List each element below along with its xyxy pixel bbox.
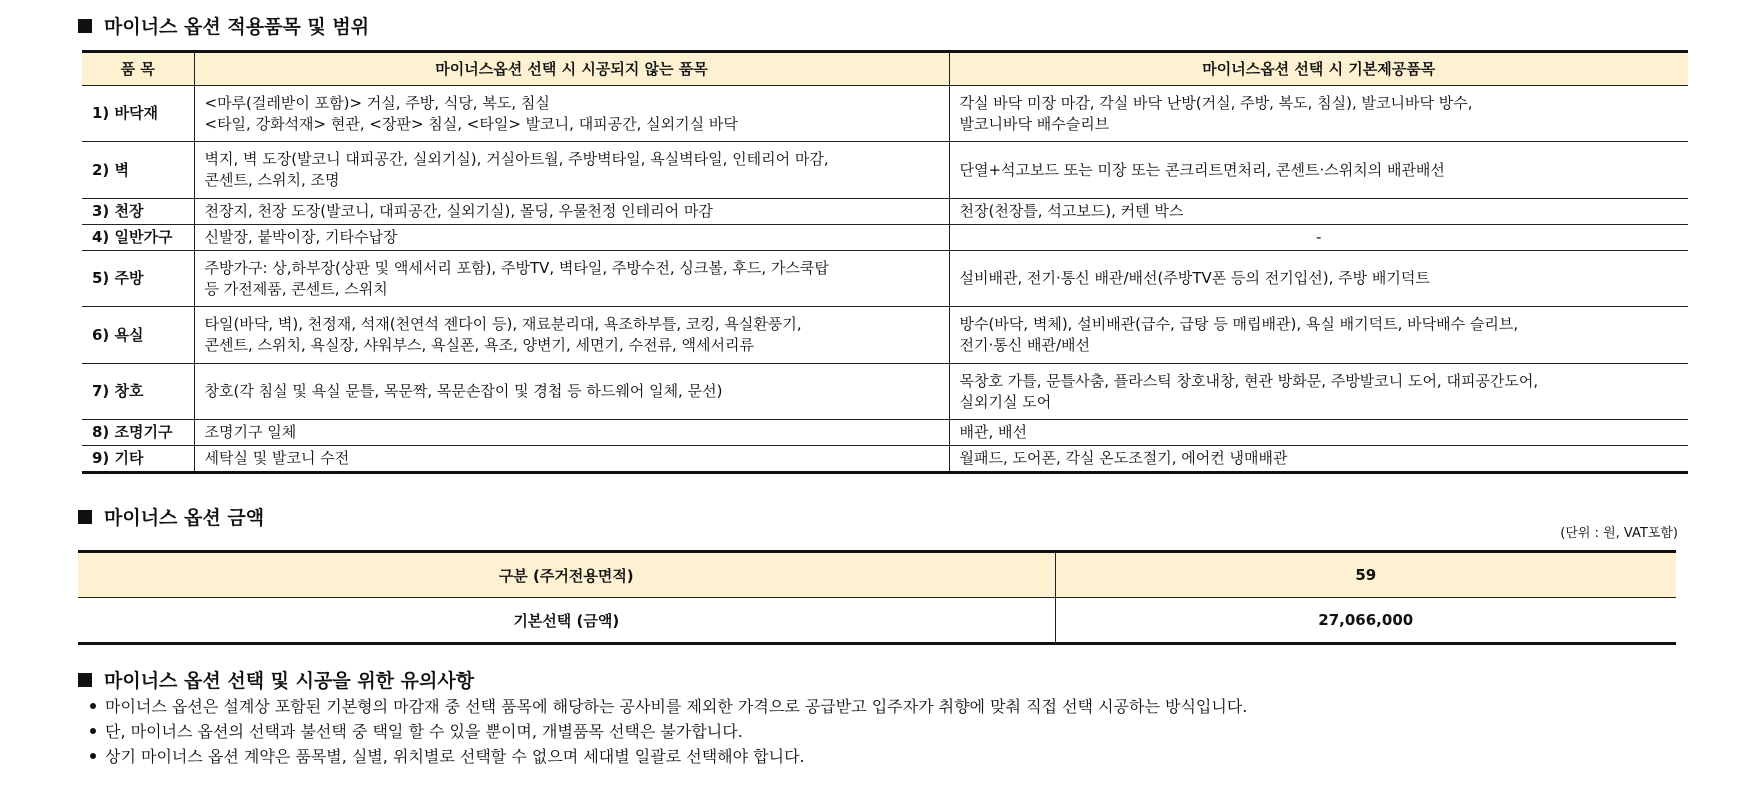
row-excluded (194, 446, 949, 473)
row-included (949, 420, 1688, 446)
notes-section-title (78, 666, 474, 693)
table-row (82, 251, 1688, 307)
excluded-line: 조명기구 일체 (204, 423, 297, 441)
amount-section-title (78, 503, 264, 530)
header-excluded: 마이너스옵션 선택 시 시공되지 않는 품목 (194, 52, 949, 86)
black-square-icon (78, 673, 92, 687)
excluded-line: 등 가전제품, 콘센트, 스위치 (204, 279, 388, 298)
excluded-line: 콘센트, 스위치, 욕실장, 샤워부스, 욕실폰, 욕조, 양변기, 세면기, 수전류, 액세서리류 (204, 336, 755, 354)
table-row (78, 552, 1676, 598)
note-text: 마이너스 옵션은 설계상 포함된 기본형의 마감재 중 선택 품목에 해당하는 공사비를 제외한 가격으로 공급받고 입주자가 취향에 맞춰 직접 선택 시공하는 방식입니다. (105, 697, 1248, 716)
list-item (90, 694, 1247, 719)
excluded-line: 주방가구: 상,하부장(상판 및 액세서리 포함), 주방TV, 벽타일, 주방수전, 싱크볼, 후드, 가스쿡탑 (204, 258, 829, 277)
table-row (82, 86, 1688, 142)
included-line: 전기·통신 배관/배선 (959, 336, 1091, 354)
row-category: 2) 벽 (82, 142, 194, 199)
bullet-icon (90, 728, 96, 734)
list-item (90, 744, 1247, 769)
list-item (90, 719, 1247, 744)
row-included (949, 307, 1688, 364)
excluded-line: 천장지, 천장 도장(발코니, 대피공간, 실외기실), 몰딩, 우물천정 인테리어 마감 (204, 202, 713, 220)
amount-section-title-text: 마이너스 옵션 금액 (104, 507, 265, 529)
black-square-icon (78, 510, 92, 524)
row-category: 3) 천장 (82, 199, 194, 225)
table-row (82, 142, 1688, 199)
included-line: 월패드, 도어폰, 각실 온도조절기, 에어컨 냉매배관 (959, 449, 1288, 467)
excluded-line: <타일, 강화석재> 현관, <장판> 침실, <타일> 발코니, 대피공간, 실외기실 바닥 (204, 114, 738, 133)
amount-label: 기본선택 (금액) (78, 598, 1055, 644)
table-row (82, 199, 1688, 225)
row-excluded (194, 199, 949, 225)
included-line: 실외기실 도어 (959, 392, 1052, 411)
row-excluded (194, 86, 949, 142)
row-included (949, 86, 1688, 142)
notes-list (90, 694, 1247, 769)
row-included (949, 364, 1688, 420)
note-text: 상기 마이너스 옵션 계약은 품목별, 실별, 위치별로 선택할 수 없으며 세대별 일괄로 선택해야 합니다. (105, 747, 805, 766)
row-category: 9) 기타 (82, 446, 194, 473)
table-row (78, 598, 1676, 644)
included-line: 방수(바닥, 벽체), 설비배관(급수, 급탕 등 매립배관), 욕실 배기덕트, 바닥배수 슬리브, (959, 315, 1519, 333)
header-item: 품 목 (82, 52, 194, 86)
included-line: 천장(천장틀, 석고보드), 커텐 박스 (959, 202, 1184, 220)
excluded-line: 세탁실 및 발코니 수전 (204, 449, 350, 467)
table-row (82, 420, 1688, 446)
scope-section-title-text: 마이너스 옵션 적용품목 및 범위 (104, 16, 370, 38)
bullet-icon (90, 753, 96, 759)
included-line: 단열+석고보드 또는 미장 또는 콘크리트면처리, 콘센트·스위치의 배관배선 (959, 160, 1445, 179)
row-included (949, 199, 1688, 225)
row-included (949, 142, 1688, 199)
row-excluded (194, 142, 949, 199)
area-value: 59 (1055, 552, 1676, 598)
row-category: 8) 조명기구 (82, 420, 194, 446)
excluded-line: 타일(바닥, 벽), 천정재, 석재(천연석 젠다이 등), 재료분리대, 욕조하부틀, 코킹, 욕실환풍기, (204, 315, 802, 333)
row-category: 4) 일반가구 (82, 225, 194, 251)
excluded-line: 콘센트, 스위치, 조명 (204, 171, 340, 189)
row-excluded (194, 420, 949, 446)
row-category: 6) 욕실 (82, 307, 194, 364)
minus-option-scope-table (82, 50, 1688, 474)
note-text: 단, 마이너스 옵션의 선택과 불선택 중 택일 할 수 있을 뿐이며, 개별품목 선택은 불가합니다. (105, 722, 743, 741)
amount-value: 27,066,000 (1055, 598, 1676, 644)
excluded-line: 신발장, 붙박이장, 기타수납장 (204, 228, 398, 246)
row-category: 1) 바닥재 (82, 86, 194, 142)
row-excluded (194, 251, 949, 307)
table-row (82, 307, 1688, 364)
table-row (82, 446, 1688, 473)
row-excluded (194, 307, 949, 364)
included-line: 목창호 가틀, 문틀사춤, 플라스틱 창호내창, 현관 방화문, 주방발코니 도어, 대피공간도어, (959, 371, 1539, 390)
excluded-line: 창호(각 침실 및 욕실 문틀, 목문짝, 목문손잡이 및 경첩 등 하드웨어 일체, 문선) (204, 382, 723, 400)
included-line: 배관, 배선 (959, 423, 1027, 441)
row-category: 7) 창호 (82, 364, 194, 420)
included-line: 각실 바닥 미장 마감, 각실 바닥 난방(거실, 주방, 복도, 침실), 발코니바닥 방수, (959, 93, 1473, 112)
excluded-line: <마루(걸레받이 포함)> 거실, 주방, 식당, 복도, 침실 (204, 93, 550, 112)
unit-note: (단위 : 원, VAT포함) (1560, 526, 1678, 541)
area-label: 구분 (주거전용면적) (78, 552, 1055, 598)
scope-table-body (82, 86, 1688, 473)
row-excluded (194, 364, 949, 420)
included-line: 발코니바닥 배수슬리브 (959, 114, 1110, 133)
row-included (949, 446, 1688, 473)
included-line: - (1316, 228, 1322, 246)
scope-section-title (78, 12, 369, 39)
notes-section-title-text: 마이너스 옵션 선택 및 시공을 위한 유의사항 (104, 670, 475, 692)
row-category: 5) 주방 (82, 251, 194, 307)
row-included (949, 251, 1688, 307)
included-line: 설비배관, 전기·통신 배관/배선(주방TV폰 등의 전기입선), 주방 배기덕트 (959, 269, 1430, 287)
table-row (82, 225, 1688, 251)
minus-option-amount-table (78, 550, 1676, 645)
black-square-icon (78, 19, 92, 33)
excluded-line: 벽지, 벽 도장(발코니 대피공간, 실외기실), 거실아트월, 주방벽타일, 욕실벽타일, 인테리어 마감, (204, 150, 829, 168)
row-included (949, 225, 1688, 251)
row-excluded (194, 225, 949, 251)
header-included: 마이너스옵션 선택 시 기본제공품목 (949, 52, 1688, 86)
table-header-row (82, 52, 1688, 86)
table-row (82, 364, 1688, 420)
bullet-icon (90, 703, 96, 709)
